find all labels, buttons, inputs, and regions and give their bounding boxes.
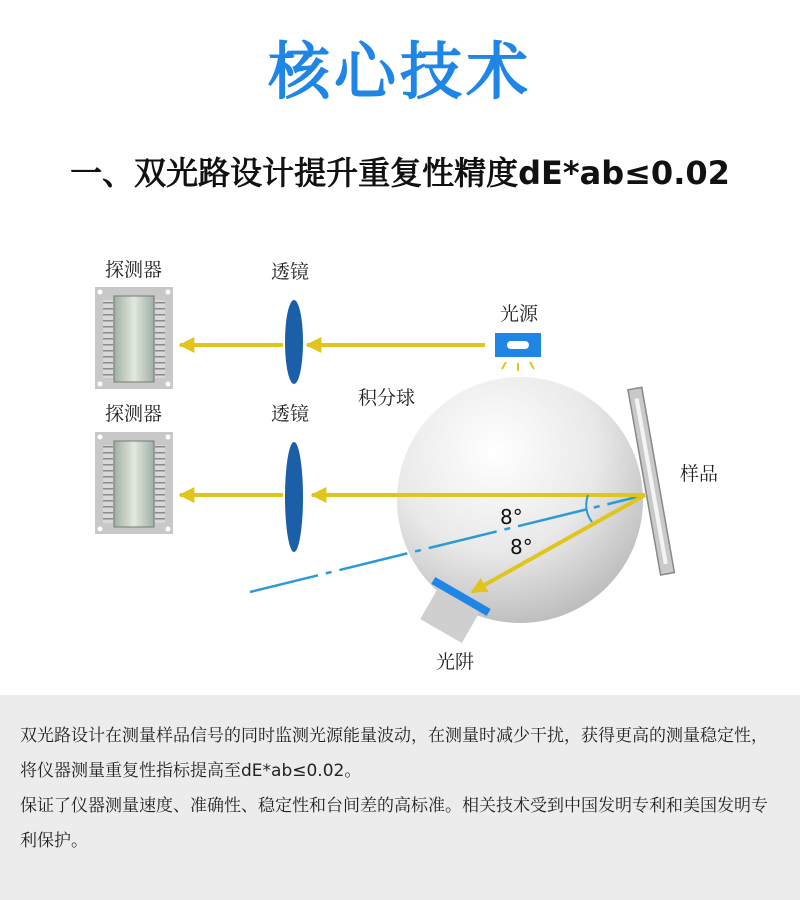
lens-top (285, 300, 303, 384)
page-title: 核心技术 (267, 35, 532, 108)
description-panel (0, 695, 800, 900)
description-paragraph-2: 保证了仪器测量速度、准确性、稳定性和台间差的高标准。相关技术受到中国发明专利和美国发明专利保护。 (20, 796, 768, 851)
label-angle-1: 8° (500, 505, 523, 529)
label-detector-top: 探测器 (105, 259, 163, 281)
page-subtitle: 一、双光路设计提升重复性精度dE*ab≤0.02 (70, 154, 730, 192)
integrating-sphere (397, 377, 643, 623)
label-lens-top: 透镜 (271, 261, 310, 283)
light-source-icon (495, 333, 541, 371)
label-integrating-sphere: 积分球 (358, 387, 416, 409)
detector-bottom (95, 432, 173, 534)
label-light-trap: 光阱 (436, 651, 475, 673)
label-angle-2: 8° (510, 535, 533, 559)
description-paragraph-1: 双光路设计在测量样品信号的同时监测光源能量波动，在测量时减少干扰，获得更高的测量稳定性，将仪器测量重复性指标提高至dE*ab≤0.02。 (20, 726, 768, 781)
optical-diagram (0, 230, 800, 690)
label-light-source: 光源 (500, 303, 539, 325)
label-lens-bottom: 透镜 (271, 403, 310, 425)
label-sample: 样品 (680, 463, 719, 485)
detector-top (95, 287, 173, 389)
lens-bottom (285, 442, 303, 552)
label-detector-bottom: 探测器 (105, 403, 163, 425)
